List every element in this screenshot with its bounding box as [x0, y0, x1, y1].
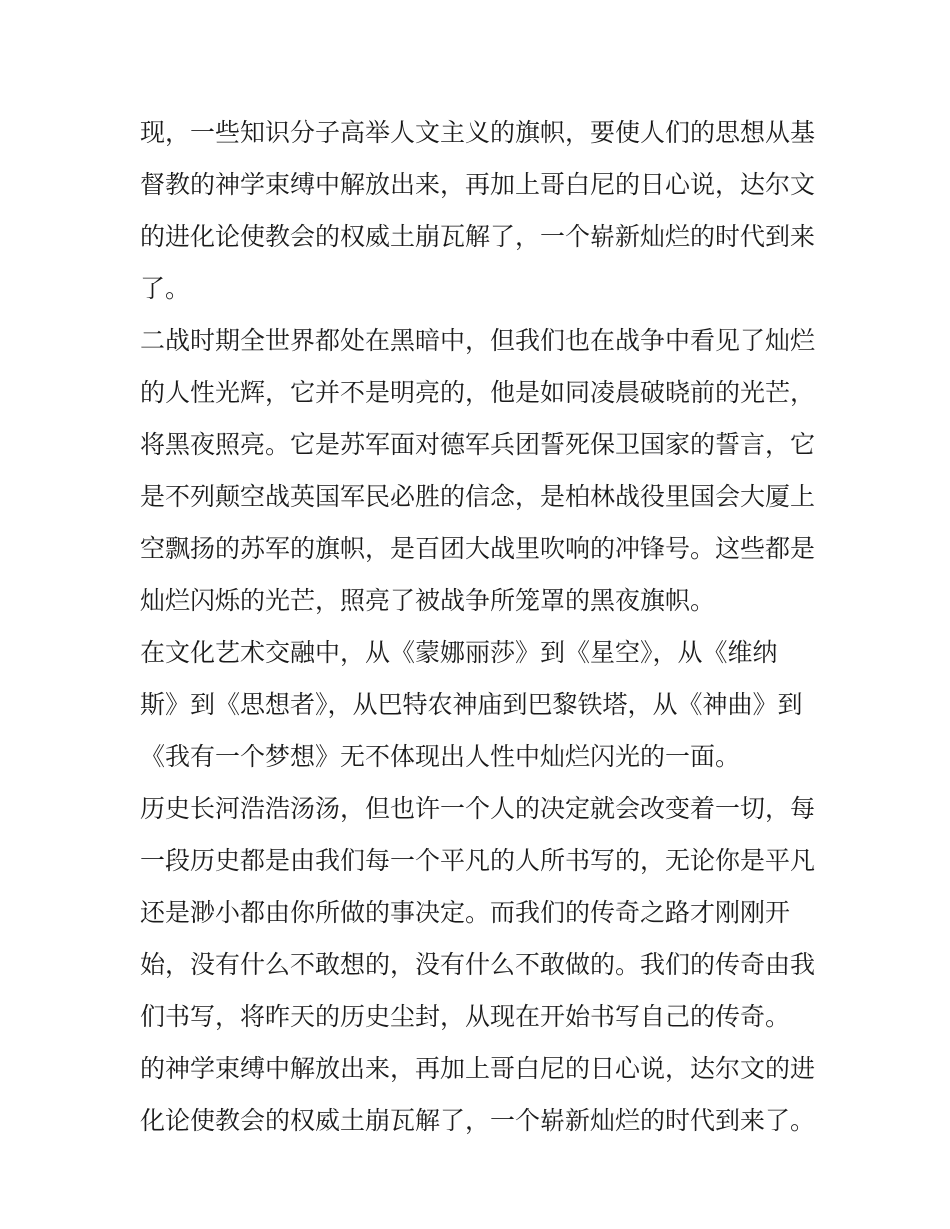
text-line: 《我有一个梦想》无不体现出人性中灿烂闪光的一面。 [140, 742, 741, 771]
text-line: 历史长河浩浩汤汤，但也许一个人的决定就会改变着一切，每 [140, 794, 816, 823]
text-line: 现，一些知识分子高举人文主义的旗帜，要使人们的思想从基 [140, 118, 816, 147]
paragraph-4 [140, 783, 830, 1043]
text-line: 还是渺小都由你所做的事决定。而我们的传奇之路才刚刚开 [140, 898, 791, 927]
text-line: 斯》到《思想者》，从巴特农神庙到巴黎铁塔，从《神曲》到 [140, 690, 803, 719]
text-line: 二战时期全世界都处在黑暗中，但我们也在战争中看见了灿烂 [140, 326, 816, 355]
text-line: 是不列颠空战英国军民必胜的信念，是柏林战役里国会大厦上 [140, 482, 816, 511]
text-line: 们书写，将昨天的历史尘封，从现在开始书写自己的传奇。 [140, 1002, 791, 1031]
text-line: 督教的神学束缚中解放出来，再加上哥白尼的日心说，达尔文 [140, 170, 816, 199]
text-line: 始，没有什么不敢想的，没有什么不敢做的。我们的传奇由我 [140, 950, 816, 979]
paragraph-2 [140, 315, 830, 627]
text-line: 在文化艺术交融中，从《蒙娜丽莎》到《星空》，从《维纳 [140, 638, 778, 667]
text-line: 的进化论使教会的权威土崩瓦解了，一个崭新灿烂的时代到来 [140, 222, 816, 251]
paragraph-5 [140, 1043, 830, 1147]
text-line: 化论使教会的权威土崩瓦解了，一个崭新灿烂的时代到来了。 [140, 1106, 816, 1135]
text-line: 的神学束缚中解放出来，再加上哥白尼的日心说，达尔文的进 [140, 1054, 816, 1083]
paragraph-3 [140, 627, 830, 783]
text-line: 的人性光辉，它并不是明亮的，他是如同凌晨破晓前的光芒， [140, 378, 816, 407]
text-line: 将黑夜照亮。它是苏军面对德军兵团誓死保卫国家的誓言，它 [140, 430, 816, 459]
text-line: 空飘扬的苏军的旗帜，是百团大战里吹响的冲锋号。这些都是 [140, 534, 816, 563]
text-line: 灿烂闪烁的光芒，照亮了被战争所笼罩的黑夜旗帜。 [140, 586, 716, 615]
paragraph-1 [140, 107, 830, 315]
text-line: 了。 [140, 274, 191, 303]
body-text [140, 107, 830, 1147]
text-line: 一段历史都是由我们每一个平凡的人所书写的，无论你是平凡 [140, 846, 816, 875]
